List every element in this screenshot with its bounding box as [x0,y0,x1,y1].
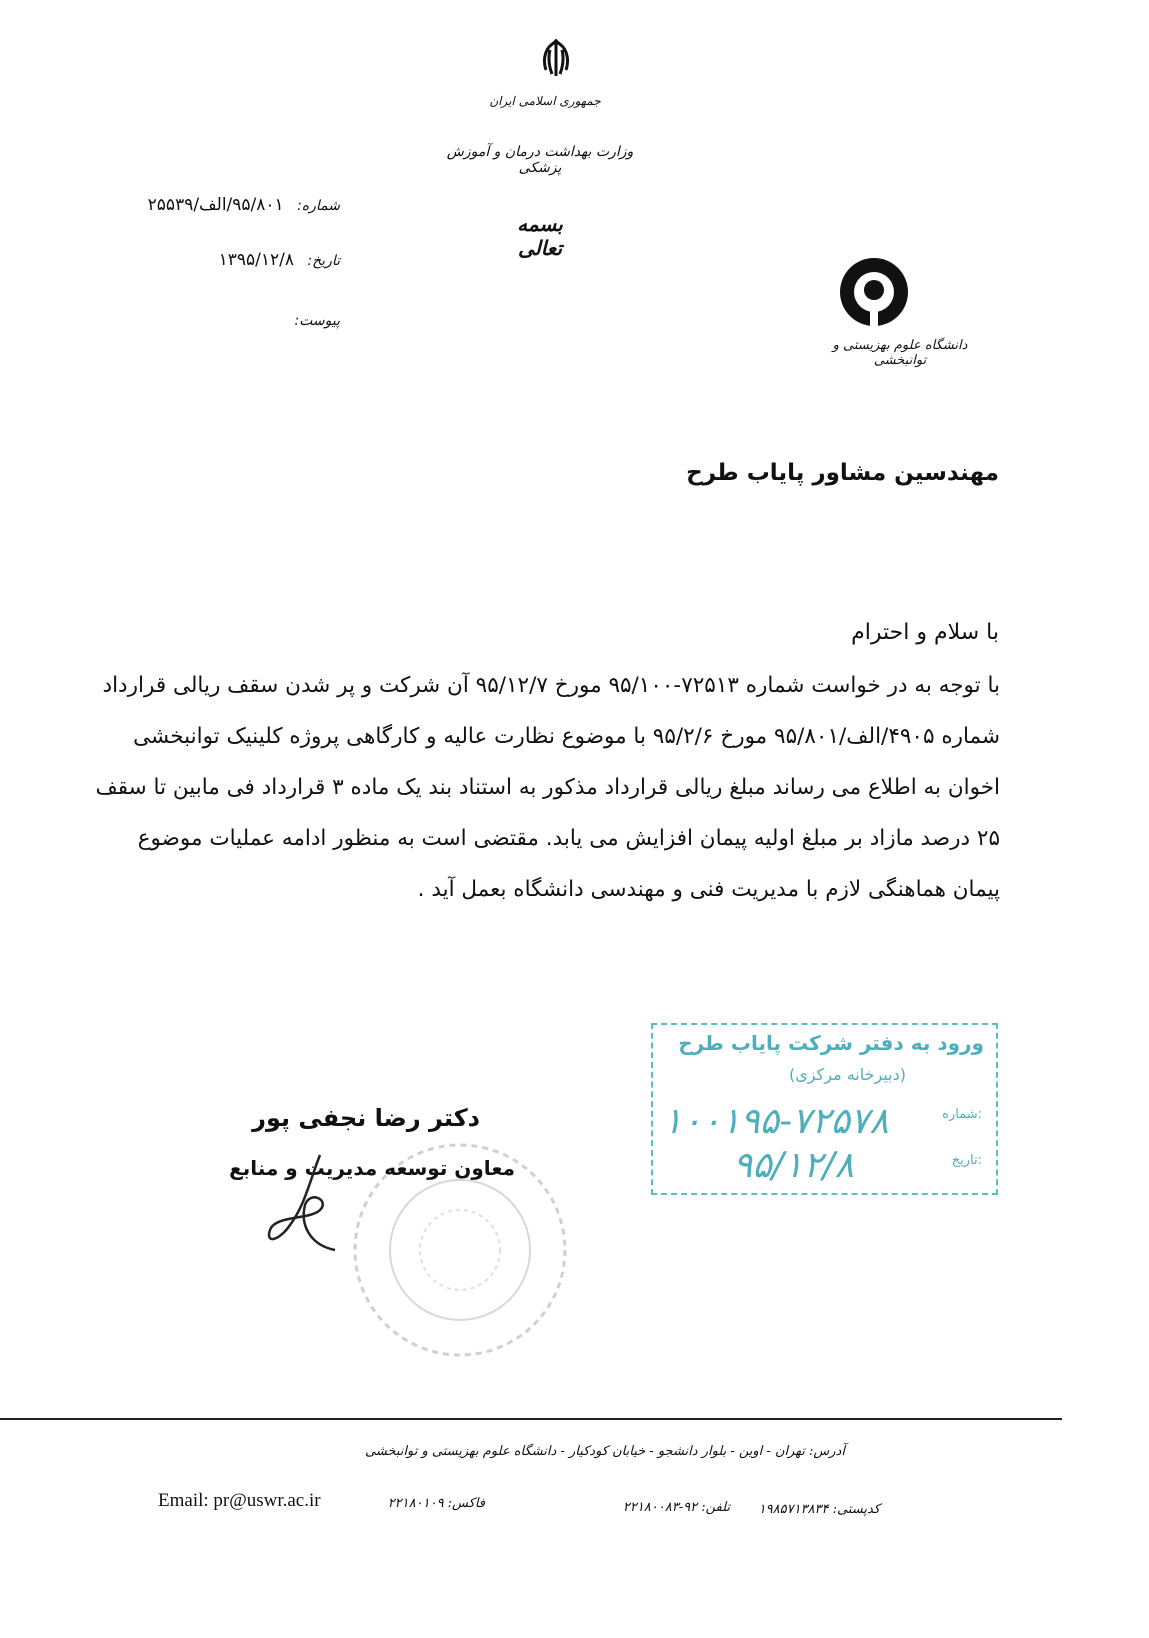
letter-number-row [80,195,340,215]
footer-fax: فاکس: ۲۲۱۸۰۱۰۹ [387,1496,485,1511]
footer-email: Email: pr@uswr.ac.ir [158,1490,321,1511]
letter-date-value: ۱۳۹۵/۱۲/۸ [218,250,295,270]
signer-title: معاون توسعه مدیریت و منابع [229,1156,515,1180]
footer-phone: تلفن: ۹۲-۲۲۱۸۰۰۸۳ [622,1500,730,1515]
handwritten-signature-icon [250,1150,370,1260]
letter-attachment-label: پیوست: [294,313,340,329]
received-stamp [651,1023,998,1195]
iran-emblem-icon [532,36,580,84]
letter-greeting: با سلام و احترام [851,620,999,645]
bismillah: بسمه تعالی [517,212,563,260]
letter-number-label: شماره: [297,198,340,214]
signer-name: دکتر رضا نجفی پور [252,1104,480,1132]
stamp-number-label: شماره: [942,1107,982,1122]
stamp-title: ورود به دفتر شرکت پایاب طرح [678,1031,984,1055]
letter-body [90,660,1000,915]
university-logo-icon [834,256,914,336]
footer-postal-code: کدپستی: ۱۹۸۵۷۱۳۸۳۴ [758,1502,880,1517]
university-name: دانشگاه علوم بهزیستی و توانبخشی [832,338,968,368]
letter-attachment-row [80,310,340,330]
stamp-number-value: ۱۰۰۱۹۵-۷۲۵۷۸ [663,1101,889,1142]
footer-divider [0,1418,1062,1420]
letter-recipient: مهندسین مشاور پایاب طرح [686,460,999,486]
stamp-date-value: ۹۵/۱۲/۸ [733,1145,854,1186]
letter-date-label: تاریخ: [307,253,340,269]
header-ministry: وزارت بهداشت درمان و آموزش پزشکی [446,144,634,176]
letter-date-row [80,250,340,270]
stamp-subtitle: (دبیرخانه مرکزی) [789,1065,906,1084]
letter-number-value: ۹۵/۸۰۱/الف/۲۵۵۳۹ [147,195,284,215]
footer-address: آدرس: تهران - اوین - بلوار دانشجو - خیابان کودکیار - دانشگاه علوم بهزیستی و توانبخشی [365,1444,845,1459]
letter-body-paragraph: با توجه به در خواست شماره ۷۲۵۱۳-۹۵/۱۰۰ مورخ ۹۵/۱۲/۷ آن شرکت و پر شدن سقف ریالی قرارداد شماره ۴۹۰۵/الف/۹۵/۸۰۱ مورخ ۹۵/۲/۶ با موضوع نظارت عالیه و کارگاهی پروژه کلینیک توانبخشی اخوان به اطلاع می رساند مبلغ ریالی قرارداد مذکور به استناد بند یک ماده ۳ قرارداد فی مابین تا سقف ۲۵ درصد مازاد بر مبلغ اولیه پیمان افزایش می یابد. مقتضی است به منظور ادامه عملیات موضوع پیمان هماهنگی لازم با مدیریت فنی و مهندسی دانشگاه بعمل آید . [95,673,1000,902]
header-republic: جمهوری اسلامی ایران [489,94,601,108]
stamp-date-label: تاریخ: [951,1153,982,1168]
